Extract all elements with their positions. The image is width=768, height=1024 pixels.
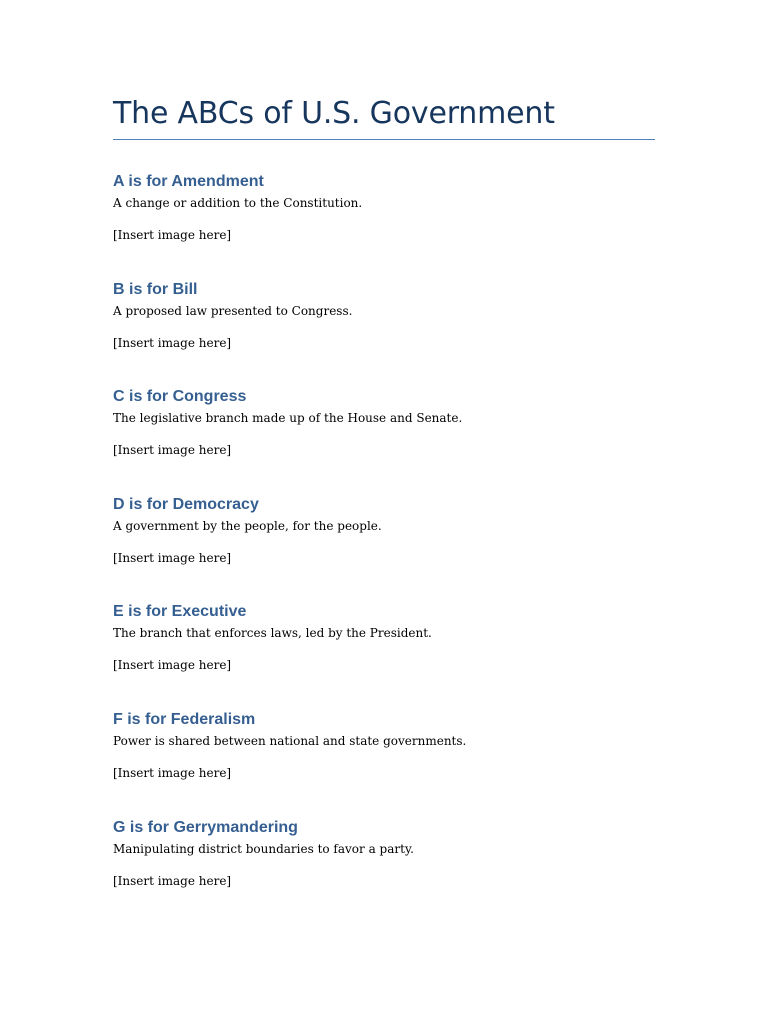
entry-federalism <box>113 710 655 818</box>
entry-definition: A government by the people, for the people. <box>113 518 382 533</box>
entry-heading: A is for Amendment <box>113 173 264 190</box>
entry-heading: D is for Democracy <box>113 495 259 513</box>
image-placeholder: [Insert image here] <box>113 335 232 350</box>
entry-definition: A proposed law presented to Congress. <box>113 303 353 318</box>
image-placeholder: [Insert image here] <box>113 443 232 458</box>
entry-amendment <box>113 172 655 280</box>
entry-list <box>113 172 655 925</box>
entry-congress <box>113 387 655 495</box>
entry-definition: The branch that enforces laws, led by the President. <box>113 626 432 641</box>
entry-executive <box>113 602 655 710</box>
entry-democracy <box>113 495 655 603</box>
entry-heading: G is for Gerrymandering <box>113 818 298 836</box>
image-placeholder: [Insert image here] <box>113 873 232 888</box>
entry-definition: A change or addition to the Constitution. <box>113 196 363 210</box>
image-placeholder: [Insert image here] <box>113 765 232 780</box>
entry-heading: C is for Congress <box>113 388 247 406</box>
entry-heading: F is for Federalism <box>113 710 256 728</box>
entry-bill <box>113 280 655 388</box>
entry-gerrymandering <box>113 818 655 926</box>
document-title: The ABCs of U.S. Government <box>113 96 655 140</box>
entry-definition: The legislative branch made up of the House and Senate. <box>113 411 463 426</box>
image-placeholder: [Insert image here] <box>113 550 232 565</box>
entry-heading: B is for Bill <box>113 280 198 298</box>
image-placeholder: [Insert image here] <box>113 228 232 242</box>
entry-heading: E is for Executive <box>113 603 247 621</box>
image-placeholder: [Insert image here] <box>113 658 232 673</box>
document-page <box>113 96 655 925</box>
entry-definition: Power is shared between national and state governments. <box>113 733 467 748</box>
entry-definition: Manipulating district boundaries to favor a party. <box>113 841 414 856</box>
